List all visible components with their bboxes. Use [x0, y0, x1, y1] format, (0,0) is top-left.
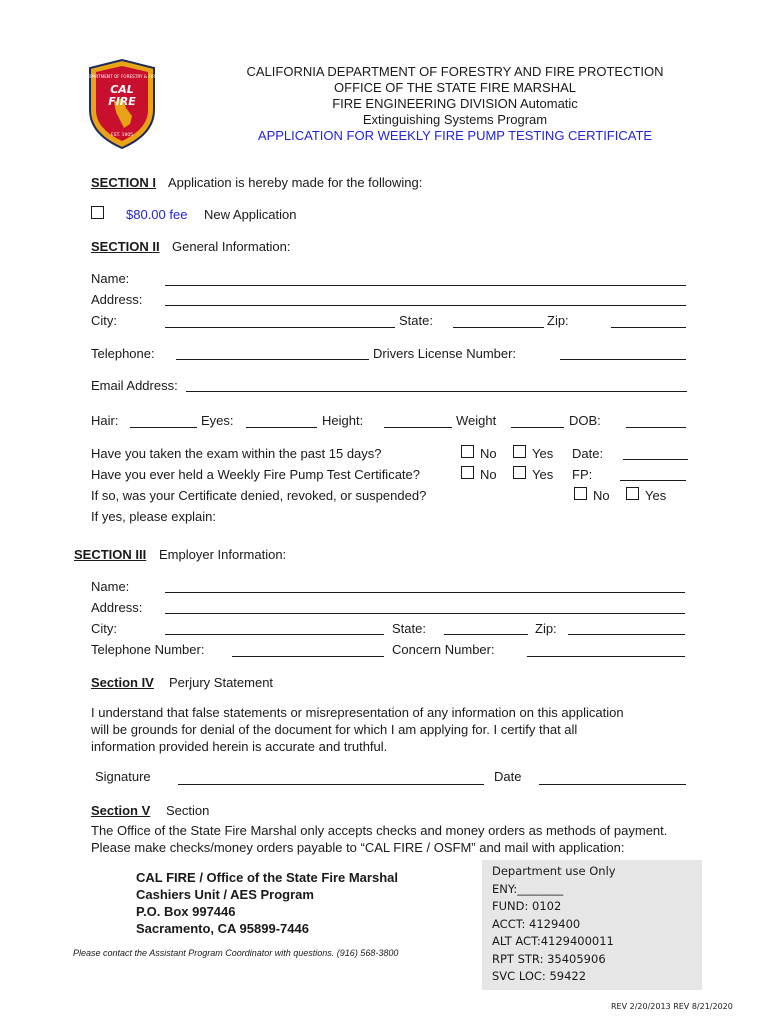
concern-number-label: Concern Number: [392, 642, 495, 657]
fp-field[interactable] [620, 480, 686, 481]
held-no-checkbox[interactable] [461, 466, 474, 479]
height-field[interactable] [384, 427, 452, 428]
dept-use-title: Department use Only [492, 864, 616, 878]
name-field[interactable] [165, 285, 686, 286]
dept-use-svc-loc: SVC LOC: 59422 [492, 969, 587, 983]
drivers-license-field[interactable] [560, 359, 686, 360]
exam-date-label: Date: [572, 446, 604, 461]
fp-label: FP: [572, 467, 593, 482]
exam-yes-label: Yes [532, 446, 554, 461]
state-field[interactable] [453, 327, 544, 328]
dept-use-alt-acct: ALT ACT:4129400011 [492, 934, 614, 948]
city-field[interactable] [165, 327, 395, 328]
section-3-text: Employer Information: [159, 547, 287, 562]
mailing-address-line-2: Cashiers Unit / AES Program [136, 887, 314, 902]
held-yes-label: Yes [532, 467, 554, 482]
new-application-checkbox[interactable] [91, 206, 104, 219]
contact-note: Please contact the Assistant Program Coordinator with questions. (916) 568-3800 [73, 948, 399, 958]
section-2-heading: SECTION II [91, 239, 160, 254]
denied-no-label: No [593, 488, 610, 503]
logo-text-est: EST. 1905 [110, 133, 134, 138]
section-3-heading: SECTION III [74, 547, 147, 562]
denied-yes-checkbox[interactable] [626, 487, 639, 500]
revision-footer: REV 2/20/2013 REV 8/21/2020 [611, 1002, 733, 1011]
payment-line-2: Please make checks/money orders payable to “CAL FIRE / OSFM” and mail with application: [91, 840, 625, 855]
eyes-field[interactable] [246, 427, 317, 428]
zip-field[interactable] [611, 327, 686, 328]
logo-text-cal: CAL [110, 83, 134, 96]
employer-telephone-label: Telephone Number: [91, 642, 205, 657]
address-label: Address: [91, 292, 143, 307]
perjury-statement [91, 704, 624, 755]
weight-field[interactable] [511, 427, 564, 428]
telephone-label: Telephone: [91, 346, 155, 361]
employer-name-field[interactable] [165, 592, 685, 593]
employer-zip-label: Zip: [535, 621, 557, 636]
employer-telephone-field[interactable] [232, 656, 384, 657]
header-line-1: CALIFORNIA DEPARTMENT OF FORESTRY AND FIRE PROTECTION [246, 64, 664, 79]
dept-use-acct: ACCT: 4129400 [492, 916, 581, 931]
dept-use-rpt-str: RPT STR: 35405906 [492, 951, 606, 966]
mailing-address [136, 869, 398, 937]
address-field[interactable] [165, 305, 686, 306]
perjury-line-2: will be grounds for denial of the document for which I am applying for. I certify that all [91, 722, 578, 737]
perjury-line-1: I understand that false statements or misrepresentation of any information on this application [91, 705, 624, 720]
section-2-text: General Information: [172, 239, 291, 254]
exam-no-label: No [480, 446, 497, 461]
signature-label: Signature [95, 769, 151, 784]
email-label: Email Address: [91, 378, 178, 393]
section-4-heading: Section IV [91, 675, 154, 690]
new-application-label: New Application [204, 207, 297, 222]
perjury-line-3: information provided herein is accurate and truthful. [91, 739, 388, 754]
exam-yes-checkbox[interactable] [513, 445, 526, 458]
mailing-address-line-4: Sacramento, CA 95899-7446 [136, 921, 309, 936]
section-4-text: Perjury Statement [169, 675, 274, 690]
explain-label: If yes, please explain: [91, 509, 217, 524]
employer-zip-field[interactable] [568, 634, 685, 635]
zip-label: Zip: [547, 313, 569, 328]
signature-field[interactable] [178, 784, 484, 785]
eyes-label: Eyes: [201, 413, 234, 428]
name-label: Name: [91, 271, 130, 286]
payment-instructions [91, 822, 667, 856]
exam-date-field[interactable] [623, 459, 688, 460]
header-line-4: Extinguishing Systems Program [362, 112, 548, 127]
employer-state-field[interactable] [444, 634, 528, 635]
drivers-license-label: Drivers License Number: [373, 346, 517, 361]
department-use-box [482, 860, 702, 990]
dept-use-fund: FUND: 0102 [492, 899, 562, 913]
document-header [200, 64, 710, 144]
dept-use-eny: ENY:________ [492, 881, 564, 896]
telephone-field[interactable] [176, 359, 369, 360]
city-label: City: [91, 313, 117, 328]
question-exam: Have you taken the exam within the past 15 days? [91, 446, 382, 461]
logo-text-top: CALIFORNIA DEPARTMENT OF FORESTRY & FIRE PROTECTION [57, 74, 187, 79]
denied-no-checkbox[interactable] [574, 487, 587, 500]
email-field[interactable] [186, 391, 687, 392]
signature-date-field[interactable] [539, 784, 686, 785]
employer-state-label: State: [392, 621, 426, 636]
height-label: Height: [322, 413, 364, 428]
header-line-3: FIRE ENGINEERING DIVISION Automatic [332, 96, 578, 111]
dob-field[interactable] [626, 427, 686, 428]
mailing-address-line-3: P.O. Box 997446 [136, 904, 236, 919]
document-title: APPLICATION FOR WEEKLY FIRE PUMP TESTING CERTIFICATE [257, 128, 653, 143]
denied-yes-label: Yes [645, 488, 667, 503]
employer-address-label: Address: [91, 600, 143, 615]
question-denied: If so, was your Certificate denied, revoked, or suspended? [91, 488, 427, 503]
employer-name-label: Name: [91, 579, 130, 594]
logo-text-fire: FIRE [108, 95, 136, 108]
employer-city-label: City: [91, 621, 117, 636]
header-line-2: OFFICE OF THE STATE FIRE MARSHAL [334, 80, 576, 95]
dob-label: DOB: [569, 413, 601, 428]
mailing-address-line-1: CAL FIRE / Office of the State Fire Marshal [136, 870, 398, 885]
employer-address-field[interactable] [165, 613, 685, 614]
section-1-text: Application is hereby made for the following: [168, 175, 423, 190]
exam-no-checkbox[interactable] [461, 445, 474, 458]
hair-field[interactable] [130, 427, 197, 428]
signature-date-label: Date [494, 769, 522, 784]
section-1-heading: SECTION I [91, 175, 157, 190]
cal-fire-logo [57, 58, 187, 150]
held-no-label: No [480, 467, 497, 482]
concern-number-field[interactable] [527, 656, 685, 657]
question-held-certificate: Have you ever held a Weekly Fire Pump Test Certificate? [91, 467, 420, 482]
fee-label: $80.00 fee [126, 207, 188, 222]
state-label: State: [399, 313, 433, 328]
section-5-text: Section [166, 803, 210, 818]
weight-label: Weight [456, 413, 497, 428]
hair-label: Hair: [91, 413, 119, 428]
section-5-heading: Section V [91, 803, 151, 818]
payment-line-1: The Office of the State Fire Marshal only accepts checks and money orders as methods of payment. [91, 823, 668, 838]
employer-city-field[interactable] [165, 634, 384, 635]
held-yes-checkbox[interactable] [513, 466, 526, 479]
